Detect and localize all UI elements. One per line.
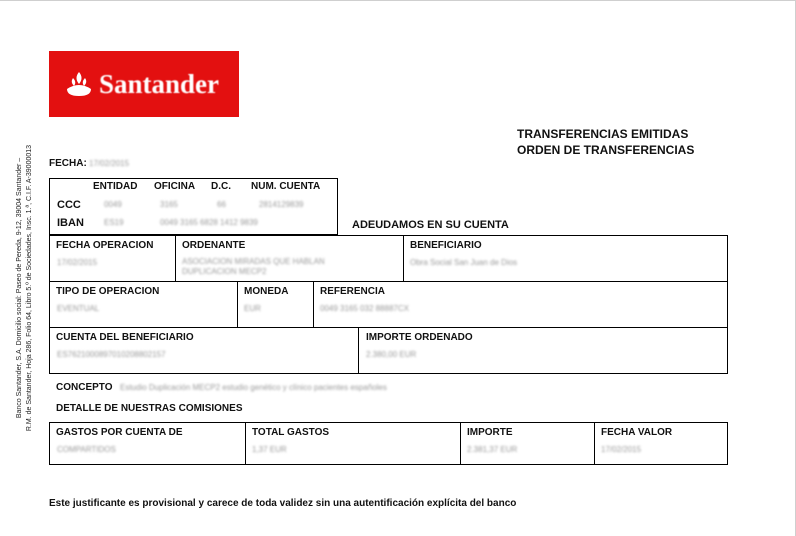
num-cuenta-header: NUM. CUENTA (251, 181, 321, 192)
col-divider (245, 422, 246, 465)
referencia-label: REFERENCIA (320, 286, 386, 297)
concepto-value: Estudio Duplicación MECP2 estudio genético y clínico pacientes españoles (120, 383, 387, 392)
total-gastos-label: TOTAL GASTOS (252, 427, 330, 438)
beneficiario-value: Obra Social San Juan de Dios (410, 258, 518, 267)
gastos-value: COMPARTIDOS (57, 445, 116, 454)
iban-number: 0049 3165 6828 1412 9839 (160, 218, 258, 227)
legal-line-1: Banco Santander, S.A. Domicilio social: Paseo de Pereda, 9-12, 39004 Santander – (16, 157, 23, 419)
ccc-entidad: 0049 (104, 200, 122, 209)
logo-text: Santander (99, 69, 220, 99)
ordenante-value-1: ASOCIACION MIRADAS QUE HABLAN (182, 257, 325, 266)
iban-country: ES19 (104, 218, 124, 227)
tipo-operacion-label: TIPO DE OPERACION (56, 286, 160, 297)
doc-title-2: ORDEN DE TRANSFERENCIAS (517, 143, 695, 157)
referencia-value: 0049 3165 032 88887CX (320, 304, 409, 313)
legal-side-text (15, 78, 35, 498)
dc-header: D.C. (211, 181, 231, 192)
santander-logo (49, 51, 239, 117)
entidad-header: ENTIDAD (93, 181, 138, 192)
row-divider-1 (49, 281, 728, 282)
col-divider (237, 281, 238, 327)
cuenta-beneficiario-label: CUENTA DEL BENEFICIARIO (56, 332, 194, 343)
row-divider-2 (49, 327, 728, 328)
beneficiario-label: BENEFICIARIO (410, 240, 482, 251)
ccc-oficina: 3165 (160, 200, 178, 209)
doc-title-1: TRANSFERENCIAS EMITIDAS (517, 127, 689, 141)
col-divider (594, 422, 595, 465)
tipo-operacion-value: EVENTUAL (57, 304, 100, 313)
fecha-operacion-value: 17/02/2015 (57, 258, 98, 267)
comisiones-title: DETALLE DE NUESTRAS COMISIONES (56, 403, 243, 414)
fecha-value: 17/02/2015 (89, 159, 130, 168)
moneda-value: EUR (244, 304, 261, 313)
ccc-label: CCC (57, 199, 81, 211)
legal-line-2: R.M. de Santander, Hoja 286, Folio 64, Libro 5.º de Sociedades, Insc. 1.ª, C.I.F. A-39000013 (26, 144, 33, 432)
importe-ordenado-value: 2.380,00 EUR (366, 350, 417, 359)
cuenta-beneficiario-value: ES7621000897010208802157 (57, 350, 166, 359)
col-divider (403, 235, 404, 281)
fecha-valor-label: FECHA VALOR (601, 427, 673, 438)
col-divider (358, 327, 359, 374)
importe-ordenado-label: IMPORTE ORDENADO (366, 332, 473, 343)
ordenante-label: ORDENANTE (182, 240, 246, 251)
col-divider (313, 281, 314, 327)
col-divider (175, 235, 176, 281)
total-gastos-value: 1,37 EUR (252, 445, 287, 454)
adeudamos-label: ADEUDAMOS EN SU CUENTA (352, 219, 509, 231)
concepto-label: CONCEPTO (56, 382, 113, 393)
ccc-dc: 66 (217, 200, 226, 209)
fecha-operacion-label: FECHA OPERACION (56, 240, 154, 251)
fecha-label: FECHA: (49, 158, 87, 169)
fecha-valor-value: 17/02/2015 (601, 445, 642, 454)
ccc-cuenta: 2814129839 (259, 200, 304, 209)
moneda-label: MONEDA (244, 286, 289, 297)
disclaimer-text: Este justificante es provisional y carece de toda validez sin una autentificación explícita del banco (49, 498, 517, 509)
flame-icon (64, 69, 94, 99)
iban-label: IBAN (57, 217, 84, 229)
ordenante-value-2: DUPLICACION MECP2 (182, 267, 267, 276)
col-divider (460, 422, 461, 465)
oficina-header: OFICINA (154, 181, 196, 192)
importe-label: IMPORTE (467, 427, 513, 438)
importe-value: 2.381,37 EUR (467, 445, 518, 454)
gastos-label: GASTOS POR CUENTA DE (56, 427, 183, 438)
